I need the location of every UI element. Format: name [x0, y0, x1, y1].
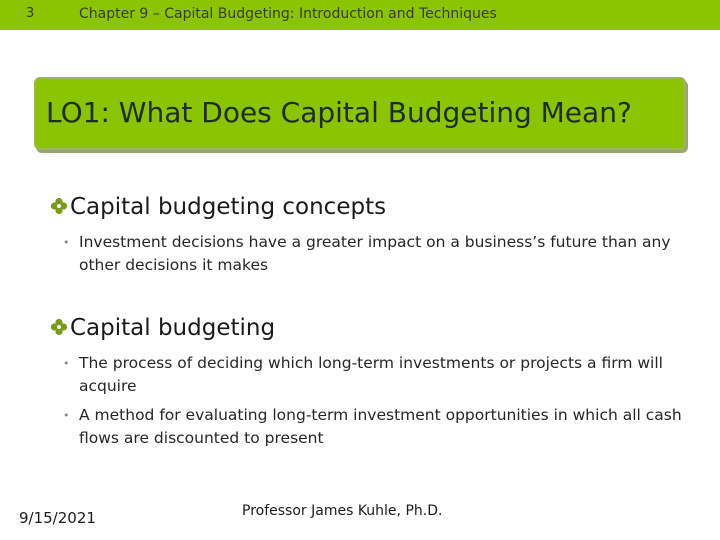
section-heading-text: Capital budgeting: [70, 315, 276, 341]
diamond-bullet-icon: [50, 195, 68, 213]
section-heading-text: Capital budgeting concepts: [70, 194, 387, 220]
slide-title: LO1: What Does Capital Budgeting Mean?: [46, 96, 632, 129]
bullet-text: The process of deciding which long-term investments or projects a firm will acquire: [79, 354, 663, 395]
bullet-text: Investment decisions have a greater impact on a business’s future than any other decisions it makes: [79, 233, 671, 274]
footer-author: Professor James Kuhle, Ph.D.: [242, 503, 443, 519]
bullet-item: [63, 231, 683, 277]
section-heading: [50, 194, 386, 220]
bullet-item: [63, 352, 683, 398]
diamond-bullet-icon: [50, 316, 68, 334]
top-banner: [0, 0, 720, 30]
dot-bullet-icon: •: [63, 236, 70, 249]
slide-number: 3: [26, 6, 35, 21]
footer-date: 9/15/2021: [19, 509, 96, 527]
bullet-text: A method for evaluating long-term investment opportunities in which all cash flows are discounted to present: [79, 406, 682, 447]
dot-bullet-icon: •: [63, 357, 70, 370]
dot-bullet-icon: •: [63, 409, 70, 422]
chapter-title: Chapter 9 – Capital Budgeting: Introduction and Techniques: [79, 6, 497, 22]
title-box: [34, 77, 686, 150]
bullet-item: [63, 404, 683, 450]
section-heading: [50, 315, 275, 341]
